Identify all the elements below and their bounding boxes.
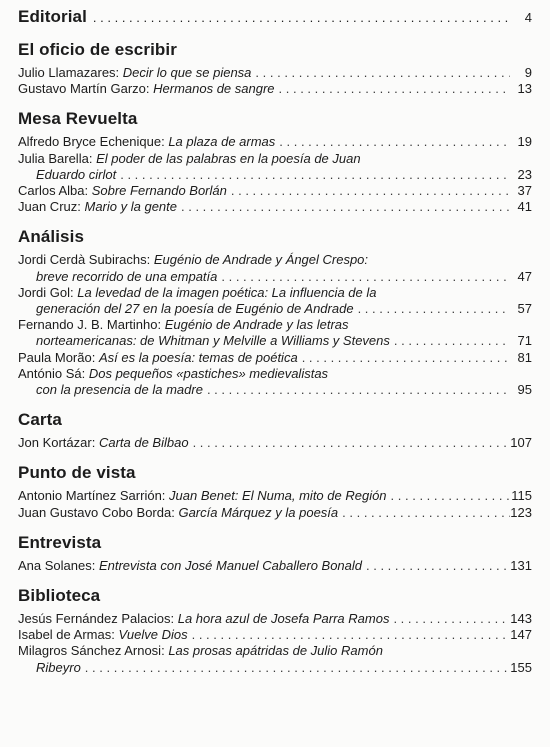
toc-section [18,39,532,97]
entry-author: Jordi Cerdà Subirachs: [18,252,151,268]
entry-row [18,167,532,183]
leader-dots [81,660,510,676]
entry-text [18,627,188,643]
leader-dots [354,301,510,317]
leader-dots [390,333,510,349]
entry-author: Gustavo Martín Garzo: [18,81,150,97]
entry-row [18,183,532,199]
toc-section [18,585,532,676]
entry-title: Vuelve Dios [118,627,188,643]
page-number: 47 [517,268,532,284]
table-of-contents [18,0,532,676]
toc-entry[interactable] [18,435,532,451]
entry-title: Así es la poesía: temas de poética [98,349,298,365]
entry-title: Las prosas apátridas de Julio Ramón [168,643,383,659]
leader-dots [203,382,510,398]
entry-title-line2: Eduardo cirlot [36,166,117,182]
entry-title-line2: con la presencia de la madre [36,382,203,398]
toc-entry[interactable] [18,643,532,675]
page-number: 155 [510,659,532,675]
entry-title-continued [18,167,116,183]
toc-entry[interactable] [18,151,532,183]
toc-entry[interactable] [18,183,532,199]
entry-first-line [18,151,532,167]
entry-title-line2: breve recorrido de una empatía [36,268,218,284]
entry-row [18,660,532,676]
entry-text [18,488,387,504]
page-number: 4 [524,10,532,25]
entry-title: El poder de las palabras en la poesía de Juan [96,150,361,166]
section-title: Carta [18,410,62,430]
entry-title-line2: generación del 27 en la poesía de Eugénio de Andrade [36,301,354,317]
toc-section [18,6,532,28]
entry-title: Entrevista con José Manuel Caballero Bonald [98,557,363,573]
page-number: 115 [511,488,532,504]
toc-entry[interactable] [18,65,532,81]
toc-section [18,108,532,215]
entry-author: Ana Solanes: [18,557,96,573]
entry-title-continued [18,660,81,676]
leader-dots [389,611,510,627]
leader-dots [177,199,510,215]
entry-text [18,134,275,150]
entry-author: Isabel de Armas: [18,627,115,643]
toc-section [18,532,532,574]
leader-dots [189,435,510,451]
page-number: 143 [510,611,532,627]
entry-row [18,611,532,627]
toc-entry[interactable] [18,558,532,574]
leader-dots [298,350,510,366]
section-title: El oficio de escribir [18,40,177,59]
entry-row [18,488,532,504]
entry-title-continued [18,269,217,285]
page-number: 37 [517,183,532,199]
section-title: Análisis [18,227,84,247]
entry-title: García Márquez y la poesía [178,504,339,520]
entry-row [18,558,532,574]
page-number: 95 [517,382,532,398]
page-number: 131 [510,557,532,573]
section-heading-row[interactable] [18,6,532,28]
toc-section [18,226,532,398]
entry-title: La levedad de la imagen poética: La influencia de la [77,284,377,300]
toc-entry[interactable] [18,488,532,504]
entry-title: La plaza de armas [168,134,276,150]
toc-entry[interactable] [18,611,532,627]
entry-row [18,382,532,398]
entry-first-line [18,285,532,301]
page-number: 107 [510,435,532,451]
section-title: Editorial [18,7,87,26]
entry-text [18,183,227,199]
entry-row [18,269,532,285]
page-number: 81 [517,349,532,365]
entry-author: Paula Morão: [18,349,96,365]
entry-row [18,199,532,215]
page-number: 57 [517,301,532,317]
section-title: Biblioteca [18,586,101,606]
entry-author: Jon Kortázar: [18,435,96,451]
leader-dots [362,558,510,574]
entry-text [18,81,275,97]
entry-title: Decir lo que se piensa [122,65,252,80]
toc-entry[interactable] [18,627,532,643]
entry-text [18,65,251,81]
toc-entry[interactable] [18,366,532,398]
entry-author: Julio Llamazares: [18,65,120,80]
entry-row [18,301,532,317]
page-number: 41 [517,199,532,215]
entry-author: Jesús Fernández Palacios: [18,611,175,627]
entry-first-line [18,643,532,659]
toc-entry[interactable] [18,252,532,284]
page-number: 147 [510,627,532,643]
entry-first-line [18,366,532,382]
entry-text [18,611,389,627]
entry-title: Sobre Fernando Borlán [91,183,227,199]
page-number: 13 [517,81,532,97]
entry-title: Eugénio de Andrade y Ángel Crespo: [153,252,369,268]
entry-text [18,558,362,574]
leader-dots [188,627,510,643]
toc-entry[interactable] [18,505,532,521]
entry-title-line2: norteamericanas: de Whitman y Melville a Williams y Stevens [36,333,390,349]
page-number: 123 [510,504,532,520]
page-number: 19 [517,134,532,150]
leader-dots [275,81,510,97]
entry-row [18,627,532,643]
entry-author: Juan Cruz: [18,199,81,215]
entry-first-line [18,317,532,333]
entry-title: Mario y la gente [84,199,177,215]
entry-author: Antonio Martínez Sarrión: [18,488,166,504]
entry-author: Jordi Gol: [18,284,74,300]
section-title: Mesa Revuelta [18,109,138,129]
leader-dots [338,505,510,521]
entry-row [18,505,532,521]
entry-row [18,333,532,349]
entry-author: Alfredo Bryce Echenique: [18,134,165,150]
entry-author: António Sá: [18,365,86,381]
entry-author: Julia Barella: [18,150,93,166]
toc-entry[interactable] [18,317,532,349]
entry-title: Juan Benet: El Numa, mito de Región [169,488,387,504]
toc-entry[interactable] [18,350,532,366]
entry-title: La hora azul de Josefa Parra Ramos [177,611,390,627]
entry-row [18,134,532,150]
entry-title: Carta de Bilbao [98,435,189,451]
entry-author: Juan Gustavo Cobo Borda: [18,504,175,520]
entry-row [18,81,532,97]
page-number: 23 [517,166,532,182]
entry-text [18,435,189,451]
toc-section [18,409,532,451]
leader-dots [217,269,510,285]
entry-title: Hermanos de sangre [153,81,275,97]
entry-title: Dos pequeños «pastiches» medievalistas [88,365,329,381]
entry-first-line [18,252,532,268]
leader-dots [116,167,510,183]
toc-entry[interactable] [18,81,532,97]
leader-dots [275,134,510,150]
leader-dots [227,183,510,199]
toc-entry[interactable] [18,285,532,317]
section-title: Entrevista [18,532,102,552]
entry-text [18,505,338,521]
entry-title-continued [18,382,203,398]
entry-author: Fernando J. B. Martinho: [18,317,162,333]
entry-author: Milagros Sánchez Arnosi: [18,643,165,659]
page-number: 9 [524,65,532,80]
entry-title-continued [18,333,390,349]
toc-entry[interactable] [18,199,532,215]
entry-row [18,65,532,81]
entry-title-line2: Ribeyro [36,659,81,675]
toc-section [18,462,532,520]
entry-title-continued [18,301,354,317]
leader-dots [387,488,510,504]
entry-row [18,435,532,451]
entry-text [18,199,177,215]
leader-dots [87,10,510,28]
section-title: Punto de vista [18,463,136,483]
entry-author: Carlos Alba: [18,183,89,199]
leader-dots [251,65,510,81]
toc-entry[interactable] [18,134,532,150]
entry-text [18,350,298,366]
entry-title: Eugénio de Andrade y las letras [164,317,349,333]
entry-row [18,350,532,366]
page-number: 71 [517,333,532,349]
